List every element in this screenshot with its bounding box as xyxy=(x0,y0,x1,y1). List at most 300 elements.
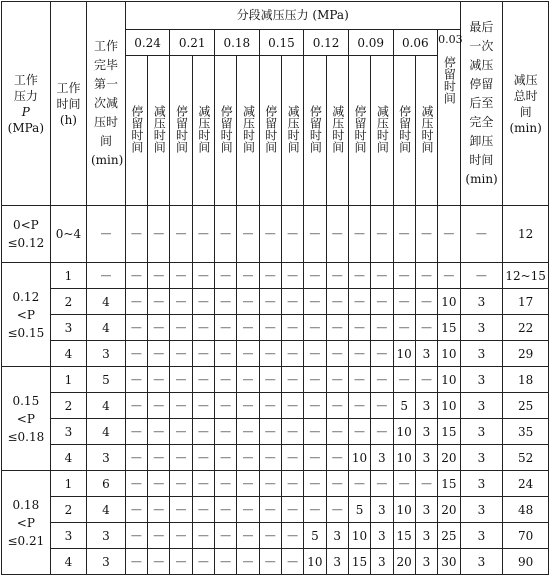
pressure-range-line: 0<P xyxy=(12,218,39,232)
time-cell: 3 xyxy=(50,523,87,549)
stage-cell: — xyxy=(192,206,214,263)
stage-cell: — xyxy=(259,419,281,445)
stage-cell: — xyxy=(170,289,192,315)
stage-cell: — xyxy=(237,263,259,289)
stage-cell: 20 xyxy=(438,445,461,471)
total-time-cell: 25 xyxy=(503,393,549,419)
stage-cell: — xyxy=(371,367,393,393)
stage-cell: 3 xyxy=(415,341,437,367)
total-time-cell: 52 xyxy=(503,445,549,471)
total-time-cell: 70 xyxy=(503,523,549,549)
time-cell: 3 xyxy=(50,419,87,445)
stage-cell: — xyxy=(304,419,326,445)
header-first-decomp-time xyxy=(87,2,126,206)
stage-cell: — xyxy=(371,206,393,263)
stage-0.18: 0.18 xyxy=(215,30,260,56)
header-working-pressure xyxy=(2,2,51,206)
last-stay-cell: 3 xyxy=(460,523,503,549)
subheader-stay-0.06 xyxy=(393,56,415,206)
hdr-wt-line3: (h) xyxy=(59,112,77,127)
last-stay-cell: — xyxy=(460,206,503,263)
stay-label: 停留时间 xyxy=(219,105,234,153)
decomp-label: 减压时间 xyxy=(241,105,256,153)
stage-cell: — xyxy=(348,341,370,367)
stage-cell: — xyxy=(281,341,303,367)
pressure-range-line: 0.12 xyxy=(12,289,40,304)
stage-cell: — xyxy=(237,289,259,315)
last-stay-cell: 3 xyxy=(460,367,503,393)
stage-cell: — xyxy=(415,471,437,497)
stage-cell: — xyxy=(326,393,348,419)
stage-cell: — xyxy=(348,289,370,315)
time-cell: 1 xyxy=(50,263,87,289)
hdr-total-line1: 减压 xyxy=(513,72,538,87)
stage-cell: — xyxy=(259,523,281,549)
stage-cell: — xyxy=(393,263,415,289)
last-stay-cell: 3 xyxy=(460,315,503,341)
stage-cell: — xyxy=(148,206,170,263)
stage-cell: — xyxy=(304,263,326,289)
last-stay-cell: 3 xyxy=(460,393,503,419)
total-time-cell: 35 xyxy=(503,419,549,445)
stage-cell: 10 xyxy=(393,419,415,445)
first-decomp-cell: 3 xyxy=(87,445,126,471)
stage-cell: 15 xyxy=(438,419,461,445)
stage-cell: 3 xyxy=(371,497,393,523)
stage-cell: — xyxy=(304,289,326,315)
subheader-decomp-0.21 xyxy=(192,56,214,206)
stay-label: 停留时间 xyxy=(353,105,368,153)
stage-cell: — xyxy=(125,523,147,549)
stage-cell: 15 xyxy=(393,523,415,549)
stage-cell: — xyxy=(215,263,237,289)
last-stay-cell: 3 xyxy=(460,445,503,471)
pressure-range-line: <P xyxy=(16,515,35,530)
stage-cell: — xyxy=(215,206,237,263)
stage-cell: — xyxy=(170,471,192,497)
stage-cell: — xyxy=(237,523,259,549)
stage-cell: — xyxy=(259,289,281,315)
stage-cell: 3 xyxy=(326,523,348,549)
stage-cell: — xyxy=(415,263,437,289)
first-decomp-cell: 3 xyxy=(87,549,126,575)
stage-cell: — xyxy=(148,497,170,523)
hdr-wp-line1: 工作 xyxy=(13,72,38,87)
stage-cell: — xyxy=(304,393,326,419)
stage-cell: — xyxy=(215,549,237,575)
stage-cell: — xyxy=(215,445,237,471)
stage-cell: — xyxy=(192,289,214,315)
stage-cell: — xyxy=(148,263,170,289)
stage-cell: — xyxy=(304,341,326,367)
stage-cell: 15 xyxy=(348,549,370,575)
stage-cell: 10 xyxy=(304,549,326,575)
stage-cell: — xyxy=(281,263,303,289)
stage-cell: — xyxy=(259,341,281,367)
stage-cell: — xyxy=(371,471,393,497)
stage-cell: — xyxy=(393,289,415,315)
last-stay-cell: 3 xyxy=(460,341,503,367)
stage-0.06: 0.06 xyxy=(393,30,438,56)
subheader-decomp-0.09 xyxy=(371,56,393,206)
table-body xyxy=(2,206,549,575)
stage-cell: — xyxy=(371,289,393,315)
hdr-first-text: 工作完毕第一次减压时间(min) xyxy=(90,39,124,167)
time-cell: 1 xyxy=(50,367,87,393)
stage-cell: — xyxy=(281,315,303,341)
stage-cell: 3 xyxy=(371,549,393,575)
stay-label: 停留时间 xyxy=(397,105,412,153)
stage-cell: 15 xyxy=(438,315,461,341)
table-row xyxy=(2,315,549,341)
decomp-label: 减压时间 xyxy=(419,105,434,153)
stage-cell: — xyxy=(281,445,303,471)
stay-label: 停留时间 xyxy=(129,105,144,153)
header-stage-group: 分段减压压力 (MPa) xyxy=(125,2,460,30)
stage-cell: — xyxy=(348,263,370,289)
subheader-stay-0.15 xyxy=(259,56,281,206)
total-time-cell: 12 xyxy=(503,206,549,263)
header-last-stay xyxy=(460,2,503,206)
stage-cell: — xyxy=(148,419,170,445)
stage-cell: — xyxy=(125,263,147,289)
stage-cell: — xyxy=(326,263,348,289)
stage-cell: — xyxy=(281,523,303,549)
decompression-table xyxy=(1,1,549,575)
stage-0.03 xyxy=(438,30,461,206)
pressure-range-line: 0.18 xyxy=(12,497,40,512)
last-stay-cell: 3 xyxy=(460,419,503,445)
stage-cell: — xyxy=(281,549,303,575)
table-row xyxy=(2,549,549,575)
stage-cell: — xyxy=(304,367,326,393)
stage-cell: — xyxy=(259,471,281,497)
subheader-stay-0.09 xyxy=(348,56,370,206)
stage-cell: 3 xyxy=(415,549,437,575)
decomp-label: 减压时间 xyxy=(286,105,301,153)
time-cell: 4 xyxy=(50,549,87,575)
stage-cell: — xyxy=(125,497,147,523)
stage-cell: — xyxy=(304,471,326,497)
stage-cell: — xyxy=(259,497,281,523)
stage-cell: — xyxy=(170,315,192,341)
stage-cell: — xyxy=(393,367,415,393)
stage-cell: — xyxy=(326,289,348,315)
stage-cell: — xyxy=(371,341,393,367)
stage-cell: — xyxy=(148,549,170,575)
stage-cell: — xyxy=(170,523,192,549)
stage-cell: — xyxy=(170,341,192,367)
stage-cell: — xyxy=(237,471,259,497)
hdr-total-line3: 间 xyxy=(519,104,532,119)
first-decomp-cell: 4 xyxy=(87,289,126,315)
stage-cell: — xyxy=(125,393,147,419)
stage-cell: — xyxy=(215,341,237,367)
stage-cell: — xyxy=(393,315,415,341)
stage-cell: — xyxy=(170,263,192,289)
stage-cell: 10 xyxy=(438,341,461,367)
stage-cell: — xyxy=(281,497,303,523)
stage-cell: — xyxy=(192,315,214,341)
stage-cell: — xyxy=(415,206,437,263)
pressure-range-cell xyxy=(2,367,51,471)
stage-cell: — xyxy=(170,549,192,575)
stage-cell: — xyxy=(281,393,303,419)
time-cell: 2 xyxy=(50,393,87,419)
stage-cell: — xyxy=(237,315,259,341)
stage-cell: — xyxy=(170,367,192,393)
stage-cell: — xyxy=(192,341,214,367)
total-time-cell: 22 xyxy=(503,315,549,341)
total-time-cell: 12~15 xyxy=(503,263,549,289)
total-time-cell: 29 xyxy=(503,341,549,367)
stage-cell: — xyxy=(326,445,348,471)
stage-0.21: 0.21 xyxy=(170,30,215,56)
stage-cell: — xyxy=(125,289,147,315)
stage-cell: — xyxy=(237,419,259,445)
stage-cell: 10 xyxy=(348,445,370,471)
decomp-label: 减压时间 xyxy=(152,105,167,153)
stage-cell: — xyxy=(237,367,259,393)
hdr-last-text: 最后一次减压停留后至完全卸压时间(min) xyxy=(465,20,498,186)
decomp-label: 减压时间 xyxy=(196,105,211,153)
last-stay-cell: 3 xyxy=(460,471,503,497)
stage-cell: — xyxy=(237,206,259,263)
pressure-range-line: ≤0.15 xyxy=(7,325,45,340)
subheader-decomp-0.06 xyxy=(415,56,437,206)
hdr-wt-line1: 工作 xyxy=(56,80,81,95)
stage-cell: — xyxy=(192,497,214,523)
stage-cell: — xyxy=(170,445,192,471)
stage-cell: — xyxy=(215,393,237,419)
stage-cell: — xyxy=(326,315,348,341)
total-time-cell: 17 xyxy=(503,289,549,315)
stage-cell: — xyxy=(281,471,303,497)
stage-cell: — xyxy=(259,367,281,393)
stage-cell: — xyxy=(371,263,393,289)
last-stay-cell: 3 xyxy=(460,289,503,315)
pressure-range-line: <P xyxy=(16,411,35,426)
stage-cell: — xyxy=(148,523,170,549)
table-row xyxy=(2,419,549,445)
first-decomp-cell: 4 xyxy=(87,393,126,419)
stage-cell: — xyxy=(281,289,303,315)
stage-cell: — xyxy=(326,341,348,367)
subheader-stay-0.24 xyxy=(125,56,147,206)
table-row xyxy=(2,206,549,263)
stage-cell: — xyxy=(371,315,393,341)
last-stay-cell: 3 xyxy=(460,549,503,575)
stage-cell: — xyxy=(215,315,237,341)
first-decomp-cell: 6 xyxy=(87,471,126,497)
stay-label: 停留时间 xyxy=(308,105,323,153)
first-decomp-cell: 5 xyxy=(87,367,126,393)
stage-cell: 10 xyxy=(438,367,461,393)
stage-cell: — xyxy=(125,206,147,263)
pressure-range-cell xyxy=(2,206,51,263)
stage-cell: — xyxy=(192,393,214,419)
stage-cell: — xyxy=(125,445,147,471)
stage-cell: 10 xyxy=(438,393,461,419)
stage-0.15: 0.15 xyxy=(259,30,304,56)
stage-cell: — xyxy=(125,419,147,445)
stage-cell: — xyxy=(348,419,370,445)
stage-cell: 3 xyxy=(371,523,393,549)
stage-cell: — xyxy=(125,471,147,497)
header-total-time xyxy=(503,2,549,206)
stage-cell: — xyxy=(148,367,170,393)
stage-cell: — xyxy=(148,445,170,471)
stage-cell: — xyxy=(148,393,170,419)
stage-cell: — xyxy=(326,471,348,497)
pressure-range-cell xyxy=(2,471,51,575)
pressure-range-line: <P xyxy=(16,307,35,322)
stage-cell: — xyxy=(348,206,370,263)
stage-cell: — xyxy=(237,445,259,471)
time-cell: 3 xyxy=(50,315,87,341)
stage-cell: — xyxy=(259,549,281,575)
stage-cell: — xyxy=(326,367,348,393)
first-decomp-cell: 4 xyxy=(87,419,126,445)
total-time-cell: 24 xyxy=(503,471,549,497)
stage-0.24: 0.24 xyxy=(125,30,170,56)
stage-cell: — xyxy=(170,393,192,419)
subheader-stay-0.12 xyxy=(304,56,326,206)
stage-cell: — xyxy=(125,341,147,367)
header-working-time xyxy=(50,2,87,206)
stage-cell: 20 xyxy=(438,497,461,523)
stage-cell: — xyxy=(348,471,370,497)
time-cell: 4 xyxy=(50,445,87,471)
stage-cell: — xyxy=(326,206,348,263)
stage-0.12: 0.12 xyxy=(304,30,349,56)
stage-cell: 3 xyxy=(326,549,348,575)
total-time-cell: 18 xyxy=(503,367,549,393)
first-decomp-cell: — xyxy=(87,263,126,289)
time-cell: 1 xyxy=(50,471,87,497)
stage-cell: — xyxy=(259,206,281,263)
time-cell: 2 xyxy=(50,289,87,315)
decomp-label: 减压时间 xyxy=(375,105,390,153)
table-row xyxy=(2,289,549,315)
table-row xyxy=(2,523,549,549)
stage-cell: 3 xyxy=(415,497,437,523)
first-decomp-cell: 4 xyxy=(87,497,126,523)
stage-cell: — xyxy=(237,549,259,575)
stay-label: 停留时间 xyxy=(263,105,278,153)
pressure-range-line: 0.15 xyxy=(12,393,40,408)
hdr-total-line4: (min) xyxy=(509,120,542,135)
table-row xyxy=(2,497,549,523)
pressure-range-line: ≤0.18 xyxy=(7,429,45,444)
stage-cell: 10 xyxy=(348,523,370,549)
stage-cell: — xyxy=(192,549,214,575)
total-time-cell: 48 xyxy=(503,497,549,523)
stage-cell: — xyxy=(170,497,192,523)
stage-cell: — xyxy=(304,315,326,341)
stage-cell: 5 xyxy=(393,393,415,419)
subheader-decomp-0.24 xyxy=(148,56,170,206)
stage-cell: — xyxy=(148,289,170,315)
stage-cell: — xyxy=(170,419,192,445)
stage-cell: — xyxy=(393,471,415,497)
hdr-wp-line2: 压力 xyxy=(13,88,38,103)
table-row xyxy=(2,263,549,289)
stage-cell: — xyxy=(259,263,281,289)
stage-cell: 3 xyxy=(415,393,437,419)
last-stay-cell: 3 xyxy=(460,497,503,523)
stage-cell: — xyxy=(192,367,214,393)
stage-cell: — xyxy=(148,471,170,497)
first-decomp-cell: 3 xyxy=(87,523,126,549)
hdr-wp-line3: P xyxy=(21,104,30,119)
pressure-range-line: ≤0.21 xyxy=(7,533,45,548)
stage-cell: — xyxy=(215,523,237,549)
stage-cell: — xyxy=(192,471,214,497)
stage-cell: — xyxy=(215,497,237,523)
stage-cell: — xyxy=(281,206,303,263)
stage-cell: — xyxy=(192,419,214,445)
time-cell: 0~4 xyxy=(50,206,87,263)
total-time-cell: 90 xyxy=(503,549,549,575)
subheader-stay-0.18 xyxy=(215,56,237,206)
decomp-label: 减压时间 xyxy=(330,105,345,153)
stage-cell: 10 xyxy=(438,289,461,315)
hdr-total-line2: 总时 xyxy=(513,88,538,103)
last-stay-cell: — xyxy=(460,263,503,289)
stage-cell: — xyxy=(125,315,147,341)
stage-cell: — xyxy=(237,341,259,367)
stage-cell: — xyxy=(415,315,437,341)
stage-cell: 30 xyxy=(438,549,461,575)
stage-cell: — xyxy=(215,419,237,445)
time-cell: 4 xyxy=(50,341,87,367)
stage-cell: — xyxy=(259,315,281,341)
hdr-wp-line4: (MPa) xyxy=(7,120,45,135)
stage-cell: — xyxy=(304,497,326,523)
pressure-range-line: ≤0.12 xyxy=(7,236,45,250)
stage-0.03-label: 0.03 xyxy=(438,33,463,46)
time-cell: 2 xyxy=(50,497,87,523)
stage-cell: — xyxy=(326,497,348,523)
stay-label-0.03: 停留时间 xyxy=(442,56,457,104)
stage-cell: — xyxy=(281,419,303,445)
stage-cell: — xyxy=(215,471,237,497)
stage-cell: — xyxy=(348,367,370,393)
stage-cell: 25 xyxy=(438,523,461,549)
stage-cell: — xyxy=(415,367,437,393)
stage-cell: — xyxy=(281,367,303,393)
subheader-stay-0.21 xyxy=(170,56,192,206)
table-row xyxy=(2,341,549,367)
stage-cell: 15 xyxy=(438,471,461,497)
stage-cell: — xyxy=(259,393,281,419)
stage-cell: — xyxy=(326,419,348,445)
stage-cell: — xyxy=(415,289,437,315)
first-decomp-cell: 4 xyxy=(87,315,126,341)
stage-cell: — xyxy=(237,393,259,419)
table-row xyxy=(2,393,549,419)
stage-cell: — xyxy=(192,263,214,289)
stage-cell: 5 xyxy=(304,523,326,549)
stage-cell: — xyxy=(125,367,147,393)
stage-cell: — xyxy=(348,393,370,419)
stage-cell: — xyxy=(148,341,170,367)
subheader-decomp-0.18 xyxy=(237,56,259,206)
stage-cell: 5 xyxy=(348,497,370,523)
stage-cell: — xyxy=(215,367,237,393)
table-row xyxy=(2,445,549,471)
